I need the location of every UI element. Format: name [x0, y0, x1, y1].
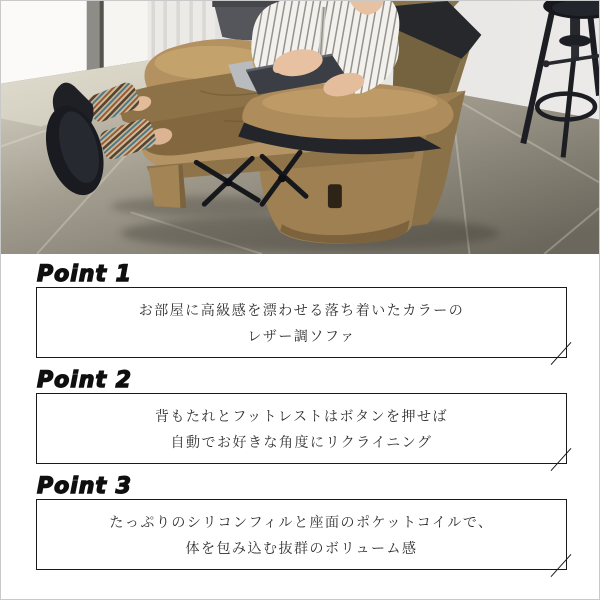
point-2-label: Point 2 — [37, 368, 132, 393]
point-section-3 — [36, 475, 567, 570]
point-text-line: レザー調ソファ — [247, 327, 356, 344]
point-text-line: たっぷりのシリコンフィルと座面のポケットコイルで、 — [109, 513, 494, 530]
point-3-description-box — [36, 499, 567, 570]
point-1-description-box — [36, 287, 567, 358]
corner-slash-icon — [551, 448, 572, 471]
point-text-line: 体を包み込む抜群のボリューム感 — [185, 539, 418, 556]
point-text-line: 背もたれとフットレストはボタンを押せば — [154, 407, 449, 424]
point-1-label: Point 1 — [37, 262, 132, 287]
point-section-2 — [36, 369, 567, 464]
point-2-description-box — [36, 393, 567, 464]
point-text-line: 自動でお好きな角度にリクライニング — [170, 433, 433, 450]
point-section-1 — [36, 263, 567, 358]
hero-photo — [1, 1, 599, 254]
point-text-line: お部屋に高級感を漂わせる落ち着いたカラーの — [138, 301, 465, 318]
hero-photo-illustration — [1, 1, 599, 254]
corner-slash-icon — [551, 554, 572, 577]
point-3-label: Point 3 — [37, 474, 132, 499]
corner-slash-icon — [551, 342, 572, 365]
